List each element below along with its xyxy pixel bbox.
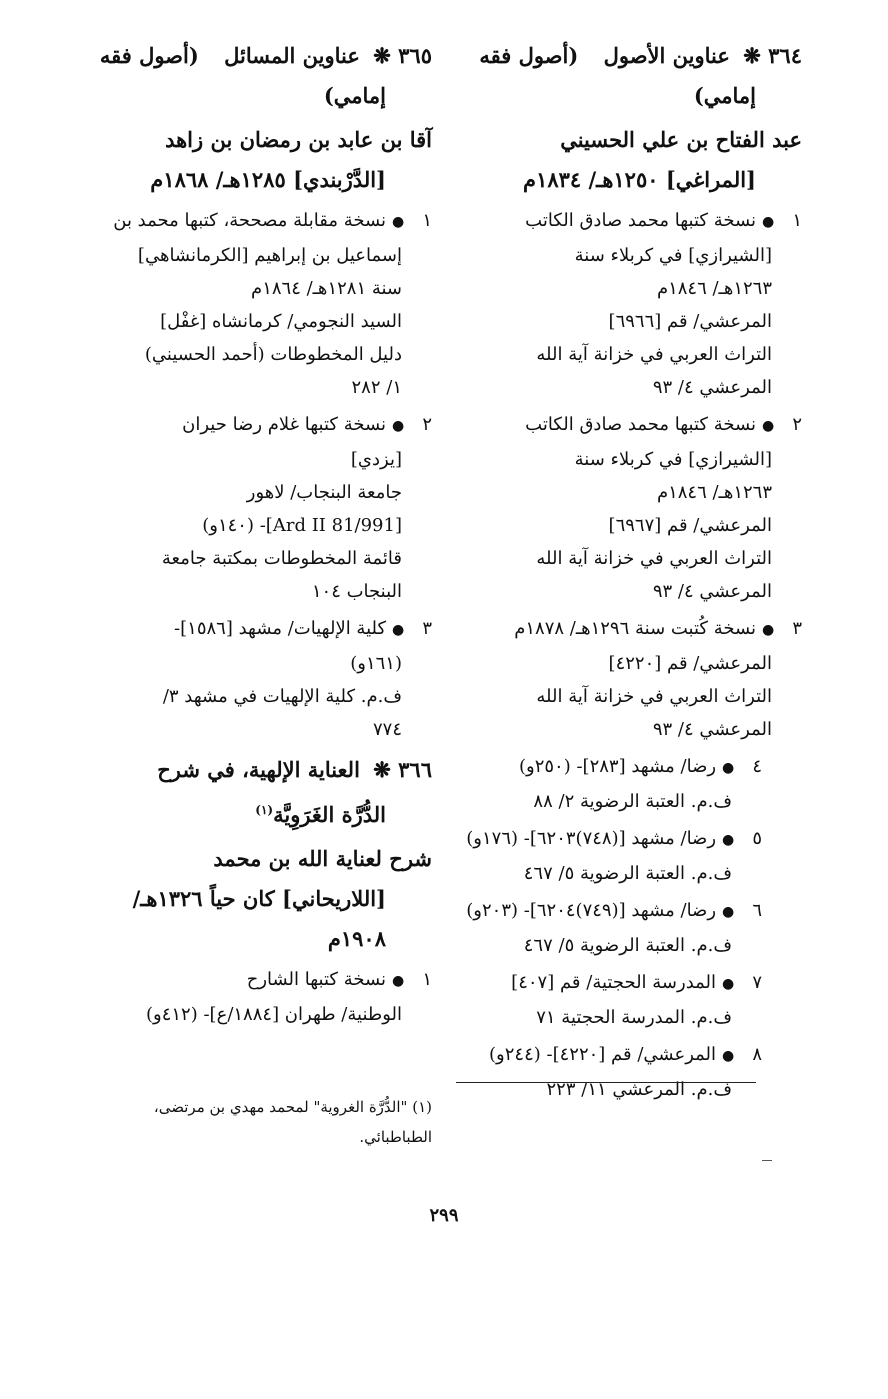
item-index: ٢ [792, 414, 802, 435]
entry-topic: (أصول فقه [479, 43, 579, 68]
item-line: سنة ١٢٨١هـ/ ١٨٦٤م [251, 278, 402, 299]
item-line: الوطنية/ طهران [١٨٨٤/ع]- (٤١٢و) [146, 1004, 402, 1025]
entry-author-dates-continued: ١٩٠٨م [327, 926, 386, 951]
item-lead: المرعشي/ قم [٤٢٢٠]- (٢٤٤و) [489, 1044, 717, 1065]
bullet-icon: ● [392, 973, 405, 989]
manuscript-item [52, 204, 432, 404]
bullet-icon: ● [722, 976, 735, 992]
item-lead: رضا/ مشهد [٢٨٣]- (٢٥٠و) [519, 756, 717, 777]
entry-topic-continued: إمامي) [693, 83, 756, 108]
item-line: ٧٧٤ [372, 719, 402, 740]
item-index: ٤ [752, 756, 762, 777]
item-lead: نسخة كتبها الشارح [246, 969, 387, 990]
entry-author-dates: [اللاريحاني] كان حياً ١٣٢٦هـ/ [132, 886, 386, 911]
entry-title: العناية الإلهية، في شرح [157, 757, 360, 782]
item-line: قائمة المخطوطات بمكتبة جامعة [161, 548, 402, 569]
entry-topic: (أصول فقه [99, 43, 199, 68]
item-line: (١٦١و) [350, 653, 402, 674]
entry-title-part: الدُّرَّة الغَرَوِيَّة [273, 802, 386, 827]
column-right [457, 36, 802, 1106]
bullet-icon: ● [392, 214, 405, 230]
entry-author-dates: [الدَّرْبندي] ١٢٨٥هـ/ ١٨٦٨م [150, 167, 386, 192]
item-lead: نسخة كتبها محمد صادق الكاتب [525, 414, 757, 435]
item-line: المرعشي/ قم [٦٩٦٦] [608, 311, 772, 332]
item-line: ف.م. كلية الإلهيات في مشهد ٣/ [162, 686, 402, 707]
item-line: ف.م. العتبة الرضوية ٥/ ٤٦٧ [523, 935, 732, 956]
entry-number: ٣٦٤ ❋ [743, 43, 802, 68]
bullet-icon: ● [722, 760, 735, 776]
entry-author: آقا بن عابد بن رمضان بن زاهد [165, 127, 432, 152]
footnote-marker: (١) [412, 1098, 432, 1116]
item-line: ف.م. العتبة الرضوية ٥/ ٤٦٧ [523, 863, 732, 884]
item-lead: نسخة كتبها غلام رضا حيران [182, 414, 387, 435]
item-line: [يزدي] [350, 449, 402, 470]
manuscript-item [457, 612, 802, 746]
item-index: ٦ [752, 900, 762, 921]
entry-author: عبد الفتاح بن علي الحسيني [560, 127, 802, 152]
item-line: إسماعيل بن إبراهيم [الكرمانشاهي] [137, 245, 402, 266]
entry-author-dates: [المراغي] ١٢٥٠هـ/ ١٨٣٤م [523, 167, 756, 192]
item-lead: كلية الإلهيات/ مشهد [١٥٨٦]- [174, 618, 387, 639]
item-line: [الشيرازي] في كربلاء سنة [574, 245, 772, 266]
item-line: المرعشي ٤/ ٩٣ [652, 719, 772, 740]
manuscript-item [457, 894, 802, 962]
item-line: ف.م. المدرسة الحجتية ٧١ [536, 1007, 732, 1028]
item-line: التراث العربي في خزانة آية الله [536, 686, 772, 707]
bullet-icon: ● [762, 418, 775, 434]
item-line: ف.م. المرعشي ١١/ ٢٢٣ [546, 1079, 732, 1100]
footnote-marker: (١) [255, 803, 274, 817]
footnote-divider [456, 1082, 756, 1083]
item-line: [Ard II 81/991]- (١٤٠و) [202, 515, 402, 536]
item-line: ١٢٦٣هـ/ ١٨٤٦م [656, 278, 772, 299]
bullet-icon: ● [392, 418, 405, 434]
item-line: المرعشي ٤/ ٩٣ [652, 581, 772, 602]
bullet-icon: ● [762, 214, 775, 230]
item-index: ١ [422, 969, 432, 990]
item-index: ٣ [792, 618, 802, 639]
item-line: المرعشي ٤/ ٩٣ [652, 377, 772, 398]
entry-author: شرح لعناية الله بن محمد [213, 846, 432, 871]
manuscript-item [457, 204, 802, 404]
item-line: ف.م. العتبة الرضوية ٢/ ٨٨ [533, 791, 732, 812]
item-line: البنجاب ١٠٤ [311, 581, 402, 602]
manuscript-item [457, 408, 802, 608]
footnote-text: "الدُّرَّة الغروية" لمحمد مهدي بن مرتضى، [153, 1098, 408, 1116]
item-index: ٧ [752, 972, 762, 993]
item-lead: المدرسة الحجتية/ قم [٤٠٧] [511, 972, 717, 993]
item-lead: رضا/ مشهد [(٧٤٨)٦٢٠٣]- (١٧٦و) [466, 828, 717, 849]
item-line: السيد النجومي/ كرمانشاه [غفْل] [160, 311, 402, 332]
manuscript-item [457, 1038, 802, 1106]
entry-title: عناوين المسائل [224, 43, 360, 68]
item-line: التراث العربي في خزانة آية الله [536, 548, 772, 569]
entry-heading [52, 36, 432, 76]
item-line: ١/ ٢٨٢ [351, 377, 402, 398]
entry-number: ٣٦٥ ❋ [373, 43, 432, 68]
bullet-icon: ● [392, 622, 405, 638]
manuscript-item [457, 750, 802, 818]
manuscript-item [457, 822, 802, 890]
item-lead: نسخة كُتبت سنة ١٢٩٦هـ/ ١٨٧٨م [514, 618, 757, 639]
ink-mark [762, 1160, 772, 1161]
bullet-icon: ● [722, 904, 735, 920]
footnote-text-continued: الطباطبائي. [359, 1128, 432, 1146]
entry-heading [457, 36, 802, 76]
item-line: التراث العربي في خزانة آية الله [536, 344, 772, 365]
item-line: ١٢٦٣هـ/ ١٨٤٦م [656, 482, 772, 503]
entry-title-continued [52, 790, 432, 835]
item-index: ٢ [422, 414, 432, 435]
item-index: ١ [792, 210, 802, 231]
entry-number: ٣٦٦ ❋ [373, 757, 432, 782]
manuscript-item [52, 612, 432, 746]
bullet-icon: ● [722, 832, 735, 848]
item-index: ١ [422, 210, 432, 231]
item-line: المرعشي/ قم [٤٢٢٠] [608, 653, 772, 674]
manuscript-item [52, 963, 432, 1031]
item-lead: نسخة كتبها محمد صادق الكاتب [525, 210, 757, 231]
item-index: ٨ [752, 1044, 762, 1065]
item-index: ٣ [422, 618, 432, 639]
bullet-icon: ● [762, 622, 775, 638]
manuscript-item [457, 966, 802, 1034]
item-line: المرعشي/ قم [٦٩٦٧] [608, 515, 772, 536]
entry-heading [52, 750, 432, 790]
column-left [52, 36, 432, 1031]
item-lead: رضا/ مشهد [(٧٤٩)٦٢٠٤]- (٢٠٣و) [466, 900, 717, 921]
item-line: جامعة البنجاب/ لاهور [246, 482, 402, 503]
entry-topic-continued: إمامي) [323, 83, 386, 108]
footnote [52, 1092, 432, 1152]
entry-title: عناوين الأصول [603, 43, 730, 68]
manuscript-item [52, 408, 432, 608]
page-number: ٢٩٩ [429, 1205, 459, 1226]
item-index: ٥ [752, 828, 762, 849]
item-line: [الشيرازي] في كربلاء سنة [574, 449, 772, 470]
bullet-icon: ● [722, 1048, 735, 1064]
item-lead: نسخة مقابلة مصححة، كتبها محمد بن [113, 210, 387, 231]
item-line: دليل المخطوطات (أحمد الحسيني) [144, 344, 402, 365]
